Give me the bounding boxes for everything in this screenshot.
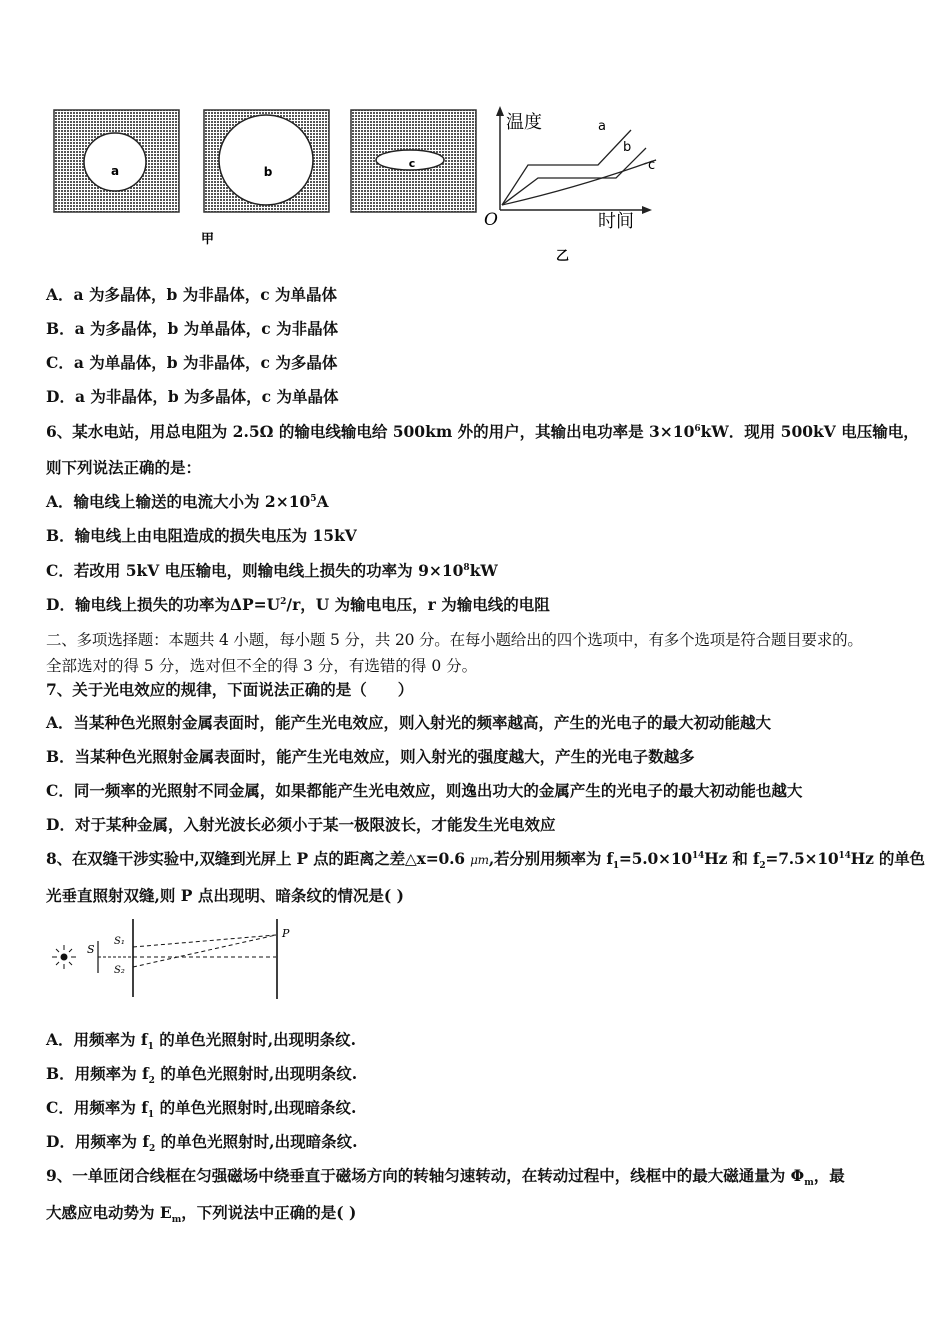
- q7-stem: 7、关于光电效应的规律，下面说法正确的是（ ）: [46, 680, 414, 699]
- q8-stem-line2: 光垂直照射双缝,则 P 点出现明、暗条纹的情况是( ): [46, 886, 404, 905]
- graph-origin: O: [484, 210, 498, 230]
- q7-option-d: D．对于某种金属，入射光波长必须小于某一极限波长，才能发生光电效应: [46, 815, 556, 834]
- caption-yi: 乙: [556, 249, 570, 264]
- curve-b: [502, 148, 646, 205]
- curve-label-a: a: [598, 119, 606, 134]
- curve-label-b: b: [623, 140, 632, 155]
- crystal-figure: [46, 100, 666, 270]
- q6-stem-line1: 6、某水电站，用总电阻为 2.5Ω 的输电线输电给 500km 外的用户，其输出电功率是 $3\times 10^6kW$．现用 500kV 电压输电，: [46, 422, 919, 441]
- double-slit-figure: [42, 915, 302, 1001]
- q8-option-a: A．用频率为 $f_1$ 的单色光照射时,出现明条纹.: [46, 1030, 357, 1053]
- label-a: a: [110, 164, 120, 178]
- q9-stem-line1: 9、一单匝闭合线框在匀强磁场中绕垂直于磁场方向的转轴匀速转动，在转动过程中，线框中的最大磁通量为 $\Phi_m$，最: [46, 1166, 845, 1189]
- curve-c: [502, 160, 656, 205]
- caption-jia: 甲: [201, 232, 215, 247]
- q5-option-b: B．a 为多晶体，b 为单晶体，c 为非晶体: [46, 319, 339, 338]
- q6-stem-line2: 则下列说法正确的是：: [46, 458, 202, 477]
- q6-option-d: D．输电线上损失的功率为$\Delta P=U^2/r$，U 为输电电压，r 为输电线的电阻: [46, 595, 550, 614]
- q6-option-a: A．输电线上输送的电流大小为 $2\times 10^5A$: [46, 492, 329, 511]
- label-s1: S₁: [114, 936, 125, 947]
- section2-line2: 全部选对的得 5 分，选对但不全的得 3 分，有选错的得 0 分。: [46, 657, 478, 675]
- q7-option-b: B．当某种色光照射金属表面时，能产生光电效应，则入射光的强度越大，产生的光电子数越多: [46, 747, 695, 766]
- q9-stem-line2: 大感应电动势为 $E_m$，下列说法中正确的是( ): [46, 1203, 357, 1226]
- graph-xlabel: 时间: [598, 211, 634, 232]
- q8-option-b: B．用频率为 $f_2$ 的单色光照射时,出现明条纹.: [46, 1064, 358, 1087]
- label-s: S: [87, 943, 95, 956]
- panel-c: [351, 110, 476, 212]
- q7-option-c: C．同一频率的光照射不同金属，如果都能产生光电效应，则逸出功大的金属产生的光电子的最大初动能也越大: [46, 781, 803, 800]
- curve-a: [502, 130, 631, 205]
- temperature-graph: [484, 106, 656, 264]
- q5-option-d: D．a 为非晶体，b 为多晶体，c 为单晶体: [46, 387, 339, 406]
- panel-b: [204, 110, 329, 212]
- q6-option-b: B．输电线上由电阻造成的损失电压为 15kV: [46, 526, 357, 545]
- q6-option-c: C．若改用 5kV 电压输电，则输电线上损失的功率为 $9\times 10^8kW$: [46, 561, 498, 580]
- q5-option-c: C．a 为单晶体，b 为非晶体，c 为多晶体: [46, 353, 338, 372]
- q7-option-a: A．当某种色光照射金属表面时，能产生光电效应，则入射光的频率越高，产生的光电子的最大初动能越大: [46, 713, 772, 732]
- q8-option-d: D．用频率为 $f_2$ 的单色光照射时,出现暗条纹.: [46, 1132, 358, 1155]
- light-source-icon: [52, 945, 76, 969]
- panel-a: [54, 110, 179, 212]
- q5-option-a: A．a 为多晶体，b 为非晶体，c 为单晶体: [46, 285, 338, 304]
- graph-ylabel: 温度: [506, 112, 542, 133]
- label-c: c: [408, 157, 416, 170]
- q8-stem-line1: 8、在双缝干涉实验中,双缝到光屏上 P 点的距离之差△x=0.6 μm,若分别用频率为 $f_1=5.0\times 10^{14}Hz$ 和 $f_2=7.5\times 10^{14}Hz$ 的单色: [46, 849, 925, 872]
- section2-line1: 二、多项选择题：本题共 4 小题，每小题 5 分，共 20 分。在每小题给出的四个选项中，有多个选项是符合题目要求的。: [46, 631, 863, 649]
- label-s2: S₂: [114, 965, 125, 976]
- q8-option-c: C．用频率为 $f_1$ 的单色光照射时,出现暗条纹.: [46, 1098, 357, 1121]
- label-b: b: [263, 165, 273, 179]
- label-p: P: [282, 927, 290, 940]
- curve-label-c: c: [648, 158, 656, 173]
